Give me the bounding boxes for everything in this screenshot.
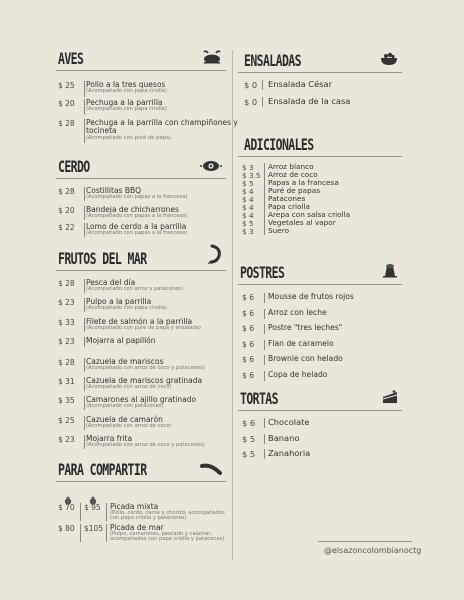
price-divider	[84, 187, 85, 201]
item-desc: (Acompañado con arroz de coco y patacones)	[86, 441, 205, 448]
price-divider	[84, 279, 85, 293]
section-adicionales	[238, 135, 402, 236]
pudding-icon	[382, 262, 398, 282]
price-divider	[264, 340, 265, 350]
section-aves	[56, 49, 238, 141]
social-handle: @elsazoncolombianoctg	[324, 546, 422, 555]
item-desc: (Acompañado con papa criolla)	[86, 88, 167, 94]
item-name: Lomo de cerdo a la parrilla	[86, 222, 187, 231]
price-divider	[264, 211, 265, 219]
price-divider	[84, 337, 85, 347]
item-name: Copa de helado	[268, 369, 328, 379]
item-name: Arroz blanco	[268, 162, 314, 171]
item-name: Suero	[268, 226, 290, 235]
section-para-compartir	[56, 460, 226, 542]
item-desc: (Pulpo, camarones, pescado y calamar,	[110, 530, 213, 537]
item-desc: (Acompañado con papa criolla)	[86, 304, 167, 311]
item-name: Mojarra al papillón	[86, 336, 156, 345]
item-price: $ 6	[242, 370, 255, 380]
section-header	[56, 157, 226, 179]
item-name: Ensalada de la casa	[268, 96, 351, 106]
price-divider	[106, 503, 107, 521]
price-divider	[84, 416, 85, 430]
item-price: $ 23	[58, 435, 75, 444]
item-name: Arroz con leche	[268, 307, 327, 317]
shrimp-icon	[208, 244, 222, 268]
price-divider	[262, 80, 263, 90]
roast-chicken-icon	[202, 49, 222, 68]
price-divider	[106, 524, 107, 542]
item-price: $ 3	[242, 227, 254, 236]
item-price-large: $ 95	[84, 503, 101, 512]
item-price: $ 35	[58, 396, 75, 405]
cake-slice-icon	[382, 389, 398, 408]
item-name: Vegetales al vapor	[268, 218, 336, 227]
item-price: $ 33	[58, 318, 75, 327]
item-name: Picada mixta	[110, 502, 159, 511]
item-price: $ 4	[242, 195, 254, 204]
item-name: Papas a la francesa	[268, 178, 339, 187]
item-desc: (Acompañado con arroz y patacones)	[86, 285, 183, 292]
item-price: $ 28	[58, 119, 75, 128]
item-price: $ 4	[242, 187, 254, 196]
price-divider	[84, 206, 85, 220]
item-price: $ 5	[242, 219, 254, 228]
item-price-large: $105	[84, 524, 104, 533]
price-divider	[264, 324, 265, 334]
item-desc: (Acompañado con papas a la francesa)	[86, 212, 188, 219]
price-divider	[264, 187, 265, 195]
price-divider	[80, 524, 81, 542]
item-name: Camarones al ajillo gratinado	[86, 395, 197, 404]
item-name: Brownie con helado	[268, 354, 343, 363]
pig-icon	[200, 157, 222, 176]
price-divider	[84, 81, 85, 97]
item-price: $ 6	[242, 418, 256, 428]
item-price: $ 23	[58, 298, 75, 307]
item-name: Puré de papas	[268, 186, 320, 195]
item-desc: (Acompañado con arroz de coco y patacones)	[86, 364, 205, 371]
price-divider	[84, 318, 85, 332]
item-name: Chocolate	[268, 417, 310, 427]
item-price: $ 31	[58, 377, 75, 386]
price-divider	[84, 358, 85, 372]
grilled-sausage-icon	[200, 460, 222, 479]
section-frutos-del-mar	[56, 249, 226, 448]
item-price: $ 3.5	[242, 171, 261, 180]
price-divider	[262, 97, 263, 107]
price-divider	[84, 99, 85, 115]
item-price: $ 6	[242, 293, 255, 302]
section-title: PARA COMPARTIR	[58, 460, 147, 479]
item-name: Patacones	[268, 194, 306, 203]
price-divider	[264, 227, 265, 235]
section-header	[238, 135, 402, 157]
item-price: $ 5	[242, 179, 254, 188]
item-name: Papa criolla	[268, 202, 310, 211]
item-name: Postre "tres leches"	[268, 323, 343, 332]
item-name-line2: tocineta	[86, 126, 117, 135]
item-name: Pechuga a la parrilla con champiñones y	[86, 118, 238, 127]
item-name: Arroz de coco	[268, 170, 318, 179]
price-divider	[84, 298, 85, 312]
item-name: Banano	[268, 432, 300, 443]
item-price: $ 23	[58, 337, 75, 346]
price-divider	[84, 396, 85, 410]
item-price: $ 28	[58, 187, 75, 196]
price-divider	[264, 371, 265, 381]
item-name: Costillitas BBQ	[86, 186, 142, 195]
section-postres	[238, 263, 402, 380]
section-title: TORTAS	[240, 389, 278, 408]
item-desc: (Acompañado con arroz de coco)	[86, 383, 172, 390]
item-price: $ 4	[242, 211, 254, 220]
price-divider	[264, 203, 265, 211]
item-price: $ 5	[242, 449, 256, 459]
item-name: Cazuela de mariscos gratinada	[86, 376, 203, 385]
item-name: Arepa con salsa criolla	[268, 210, 351, 219]
section-title: FRUTOS DEL MAR	[58, 249, 147, 268]
item-price: $ 28	[58, 279, 75, 288]
price-divider	[264, 179, 265, 187]
item-name: Zanahoria	[268, 448, 311, 458]
section-header	[56, 460, 226, 482]
price-divider	[264, 434, 265, 444]
section-title: ENSALADAS	[244, 51, 301, 70]
price-divider	[264, 171, 265, 179]
item-name: Cazuela de mariscos	[86, 357, 164, 366]
item-name: Pulpo a la parrilla	[86, 297, 152, 306]
item-price: $ 0	[244, 97, 258, 107]
section-header	[56, 249, 226, 271]
item-name: Cazuela de camarón	[86, 415, 163, 424]
item-desc: (Acompañado con papas a la francesa)	[86, 229, 188, 236]
price-divider	[264, 163, 265, 171]
item-desc: (Acompañado con puré de papa y ensalada)	[86, 324, 201, 331]
salad-bowl-icon	[380, 51, 398, 70]
item-desc-line2: acompañados con papa criolla y patacones)	[110, 535, 225, 542]
section-header	[238, 389, 402, 411]
item-price: $ 3	[242, 163, 254, 172]
section-title: AVES	[58, 49, 84, 68]
item-desc: (Acompañado con puré de papa)	[86, 135, 172, 141]
item-price: $ 20	[58, 99, 75, 108]
item-name: Pollo a la tres quesos	[86, 80, 166, 89]
item-desc: (Acompañado con papas a la francesa)	[86, 193, 188, 200]
price-divider	[264, 418, 265, 428]
item-price: $ 22	[58, 223, 75, 232]
item-price: $ 5	[242, 433, 256, 444]
price-divider	[84, 223, 85, 237]
price-divider	[80, 503, 81, 521]
item-price: $ 6	[242, 308, 255, 318]
section-header	[238, 263, 402, 285]
item-price: $ 0	[244, 80, 258, 90]
item-name: Pechuga a la parrilla	[86, 98, 163, 107]
price-divider	[264, 309, 265, 319]
item-desc-line2: con papa criolla y patacones)	[110, 514, 187, 521]
item-desc: (Acompañado con papa criolla)	[86, 106, 167, 112]
section-title: ADICIONALES	[244, 135, 314, 154]
item-name: Ensalada César	[268, 79, 333, 89]
item-price: $ 28	[58, 358, 75, 367]
item-price: $ 25	[58, 416, 75, 425]
item-price-small: $ 70	[58, 503, 75, 512]
item-desc: (Acompañado con arroz de coco)	[86, 422, 172, 429]
item-name: Filete de salmón a la parrilla	[86, 317, 193, 326]
item-price-small: $ 80	[58, 524, 75, 533]
price-divider	[264, 355, 265, 365]
section-header	[56, 49, 226, 71]
item-price: $ 4	[242, 203, 254, 212]
item-desc: (Pollo, cerdo, carne y chorizo, acompañados	[110, 509, 225, 516]
item-name: Mousse de frutos rojos	[268, 292, 354, 301]
item-price: $ 6	[242, 324, 255, 333]
section-tortas	[238, 389, 402, 459]
item-name: Bandeja de chicharrones	[86, 205, 179, 214]
price-divider	[84, 435, 85, 449]
price-divider	[84, 119, 85, 143]
section-title: CERDO	[58, 157, 90, 176]
price-divider	[264, 293, 265, 303]
item-name: Pesca del día	[86, 278, 136, 287]
price-divider	[264, 195, 265, 203]
price-divider	[84, 377, 85, 391]
price-divider	[264, 449, 265, 459]
section-title: POSTRES	[240, 263, 285, 282]
item-name: Picada de mar	[110, 523, 164, 532]
footer-divider	[318, 541, 412, 542]
item-price: $ 20	[58, 206, 75, 215]
item-price: $ 6	[242, 339, 255, 349]
section-cerdo	[56, 157, 226, 236]
section-header	[238, 51, 402, 73]
price-divider	[264, 219, 265, 227]
item-price: $ 25	[58, 81, 75, 90]
item-desc: (Acompañado con patacones)	[86, 402, 164, 409]
section-ensaladas	[238, 51, 402, 107]
item-price: $ 6	[242, 355, 255, 364]
item-name: Mojarra frita	[86, 434, 133, 443]
item-name: Flan de caramelo	[268, 338, 334, 348]
